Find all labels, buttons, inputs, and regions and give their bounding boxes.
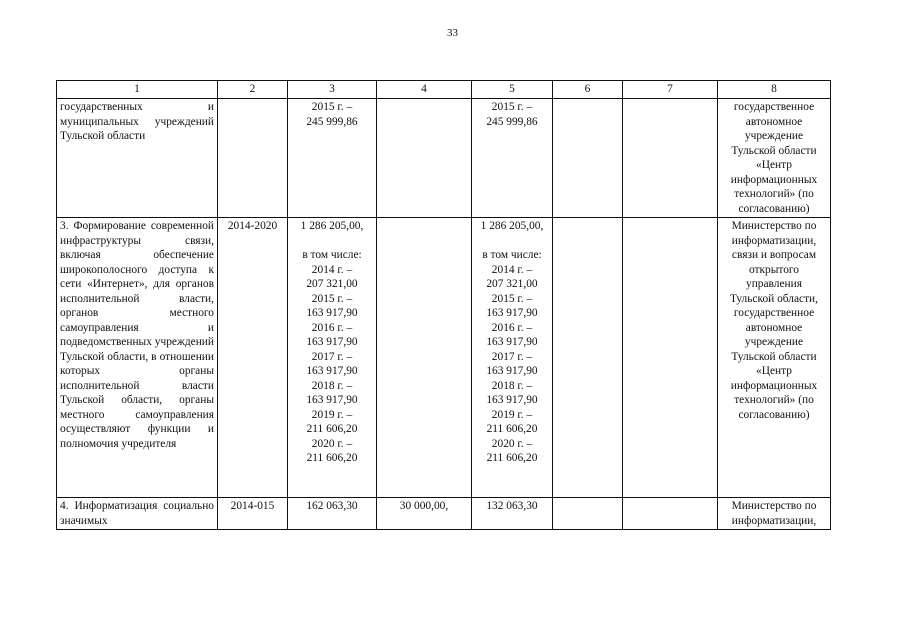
cell-activity: государственных и муниципальных учреждений Тульской области xyxy=(57,99,218,218)
header-col-2: 2 xyxy=(218,81,288,99)
page-number: 33 xyxy=(447,27,458,39)
cell-col6 xyxy=(553,218,623,498)
table-row xyxy=(57,218,831,498)
cell-period: 2014-015 xyxy=(218,498,288,530)
cell-col6 xyxy=(553,498,623,530)
header-row xyxy=(57,81,831,99)
cell-executor: Министерство по информатизации, xyxy=(718,498,831,530)
cell-col7 xyxy=(623,498,718,530)
cell-col7 xyxy=(623,218,718,498)
header-col-7: 7 xyxy=(623,81,718,99)
header-col-1: 1 xyxy=(57,81,218,99)
cell-executor: Министерство по информатизации, связи и вопросам открытого управления Тульской области, государственное автономное учреждение Тульской области «Центр информационных технологий» (по согласованию) xyxy=(718,218,831,498)
cell-regional: 1 286 205,00, в том числе: 2014 г. – 207 321,00 2015 г. – 163 917,90 2016 г. – 163 917,90 2017 г. – 163 917,90 2018 г. – 163 917,90 2019 г. – 211 606,20 2020 г. – 211 606,20 xyxy=(472,218,553,498)
header-col-6: 6 xyxy=(553,81,623,99)
cell-executor: государственное автономное учреждение Тульской области «Центр информационных технологий» (по согласованию) xyxy=(718,99,831,218)
header-col-5: 5 xyxy=(472,81,553,99)
cell-activity: 4. Информатизация социально значимых xyxy=(57,498,218,530)
program-table xyxy=(56,80,831,530)
header-col-8: 8 xyxy=(718,81,831,99)
cell-regional: 132 063,30 xyxy=(472,498,553,530)
cell-period xyxy=(218,99,288,218)
cell-col7 xyxy=(623,99,718,218)
cell-col6 xyxy=(553,99,623,218)
cell-federal xyxy=(377,99,472,218)
cell-activity: 3. Формирование современной инфраструктуры связи, включая обеспечение широкополосного доступа к сети «Интернет», для органов исполнительной власти, органов местного самоуправления и подведомственных учреждений Тульской области, в отношении которых органы исполнительной власти Тульской области, органы местного самоуправления осуществляют функции и полномочия учредителя xyxy=(57,218,218,498)
cell-total: 2015 г. – 245 999,86 xyxy=(288,99,377,218)
header-col-4: 4 xyxy=(377,81,472,99)
cell-total: 162 063,30 xyxy=(288,498,377,530)
table-row xyxy=(57,99,831,218)
cell-period: 2014-2020 xyxy=(218,218,288,498)
table-row xyxy=(57,498,831,530)
cell-regional: 2015 г. – 245 999,86 xyxy=(472,99,553,218)
cell-federal: 30 000,00, xyxy=(377,498,472,530)
cell-total: 1 286 205,00, в том числе: 2014 г. – 207 321,00 2015 г. – 163 917,90 2016 г. – 163 917,90 2017 г. – 163 917,90 2018 г. – 163 917,90 2019 г. – 211 606,20 2020 г. – 211 606,20 xyxy=(288,218,377,498)
header-col-3: 3 xyxy=(288,81,377,99)
cell-federal xyxy=(377,218,472,498)
